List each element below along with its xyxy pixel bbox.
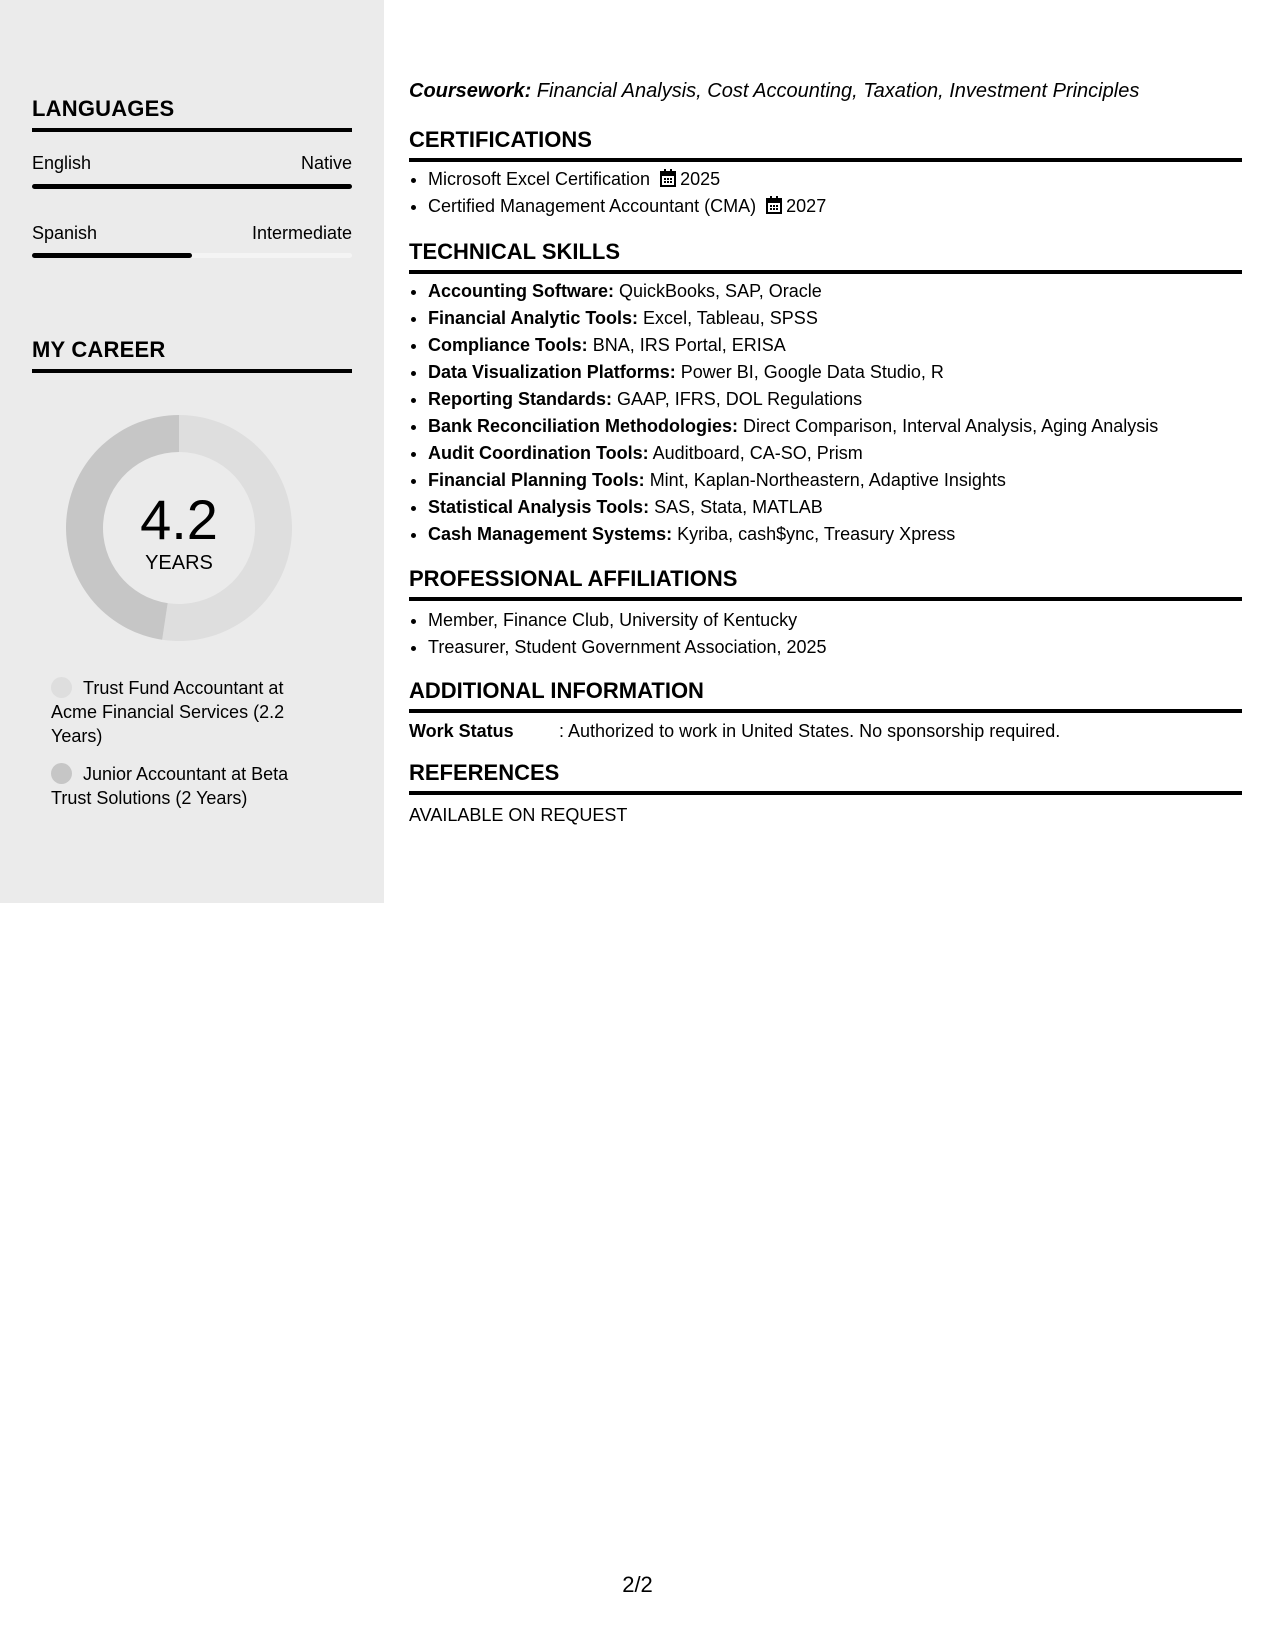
language-level: Native xyxy=(300,153,352,173)
career-legend-text: Trust Fund Accountant at Acme Financial Services (2.2 Years) xyxy=(51,678,285,746)
coursework-label: Coursework: xyxy=(409,80,532,102)
affiliations-list xyxy=(409,607,1242,661)
skill-item xyxy=(428,413,1242,440)
skill-label: Compliance Tools: xyxy=(428,335,588,355)
skill-value: Excel, Tableau, SPSS xyxy=(638,308,818,328)
languages-heading: LANGUAGES xyxy=(32,96,352,132)
additional-info-heading: ADDITIONAL INFORMATION xyxy=(409,678,1242,713)
skill-value: BNA, IRS Portal, ERISA xyxy=(587,335,786,355)
coursework-value: Financial Analysis, Cost Accounting, Taxation, Investment Principles xyxy=(531,80,1140,102)
certification-item xyxy=(428,193,1242,220)
skill-value: Direct Comparison, Interval Analysis, Aging Analysis xyxy=(738,416,1159,436)
career-legend-item xyxy=(51,676,321,748)
sidebar xyxy=(0,0,384,903)
skill-value: Kyriba, cash$ync, Treasury Xpress xyxy=(672,524,956,544)
skill-item xyxy=(428,467,1242,494)
skill-label: Bank Reconciliation Methodologies: xyxy=(428,416,739,436)
skill-value: SAS, Stata, MATLAB xyxy=(649,497,823,517)
skill-item xyxy=(428,359,1242,386)
work-status-value: : Authorized to work in United States. No sponsorship required. xyxy=(559,721,1061,741)
certifications-heading: CERTIFICATIONS xyxy=(409,127,1242,162)
references-heading: REFERENCES xyxy=(409,760,1242,795)
language-name: Spanish xyxy=(32,223,98,243)
skill-label: Financial Planning Tools: xyxy=(428,470,645,490)
technical-skills-list xyxy=(409,278,1242,548)
skill-item xyxy=(428,278,1242,305)
skill-value: Power BI, Google Data Studio, R xyxy=(675,362,944,382)
calendar-icon xyxy=(766,196,782,214)
coursework-line xyxy=(409,78,1139,104)
certification-year: 2025 xyxy=(680,169,721,189)
career-legend xyxy=(51,676,321,824)
skill-label: Cash Management Systems: xyxy=(428,524,673,544)
certification-year: 2027 xyxy=(786,196,827,216)
career-total-value: 4.2 xyxy=(140,488,218,551)
affiliation-item: • Member, Finance Club, University of Kentucky xyxy=(428,607,1242,634)
skill-label: Audit Coordination Tools: xyxy=(428,443,649,463)
skill-item xyxy=(428,521,1242,548)
career-heading: MY CAREER xyxy=(32,337,352,373)
calendar-icon xyxy=(660,169,676,187)
language-bar-fill xyxy=(32,253,192,258)
references-text: AVAILABLE ON REQUEST xyxy=(409,805,628,825)
certifications-list xyxy=(409,166,1242,220)
skill-value: GAAP, IFRS, DOL Regulations xyxy=(612,389,863,409)
certification-name: Microsoft Excel Certification xyxy=(428,169,651,189)
legend-dot-icon xyxy=(51,677,72,698)
skill-item xyxy=(428,332,1242,359)
language-bar-english xyxy=(32,184,352,189)
language-name: English xyxy=(32,153,92,173)
legend-dot-icon xyxy=(51,763,72,784)
skill-item xyxy=(428,440,1242,467)
skill-value: Auditboard, CA-SO, Prism xyxy=(648,443,863,463)
skill-label: Reporting Standards: xyxy=(428,389,613,409)
skill-label: Data Visualization Platforms: xyxy=(428,362,676,382)
skill-label: Financial Analytic Tools: xyxy=(428,308,639,328)
career-legend-text: Junior Accountant at Beta Trust Solutions (2 Years) xyxy=(51,764,289,808)
language-bar-spanish xyxy=(32,253,352,258)
affiliation-item: • Treasurer, Student Government Association, 2025 xyxy=(428,634,1242,661)
certification-name: Certified Management Accountant (CMA) xyxy=(428,196,757,216)
page-number: 2/2 xyxy=(622,1572,653,1597)
skill-item xyxy=(428,494,1242,521)
skill-label: Statistical Analysis Tools: xyxy=(428,497,650,517)
career-legend-item xyxy=(51,762,321,810)
affiliations-heading: PROFESSIONAL AFFILIATIONS xyxy=(409,566,1242,601)
skill-value: Mint, Kaplan-Northeastern, Adaptive Insights xyxy=(644,470,1006,490)
technical-skills-heading: TECHNICAL SKILLS xyxy=(409,239,1242,274)
skill-label: Accounting Software: xyxy=(428,281,615,301)
skill-item xyxy=(428,386,1242,413)
skill-value: QuickBooks, SAP, Oracle xyxy=(614,281,822,301)
certification-item xyxy=(428,166,1242,193)
skill-item xyxy=(428,305,1242,332)
work-status-label: Work Status xyxy=(409,721,514,741)
career-donut-chart xyxy=(66,415,292,641)
language-level: Intermediate xyxy=(251,223,352,243)
language-bar-fill xyxy=(32,184,352,189)
career-total-unit: YEARS xyxy=(145,552,213,574)
